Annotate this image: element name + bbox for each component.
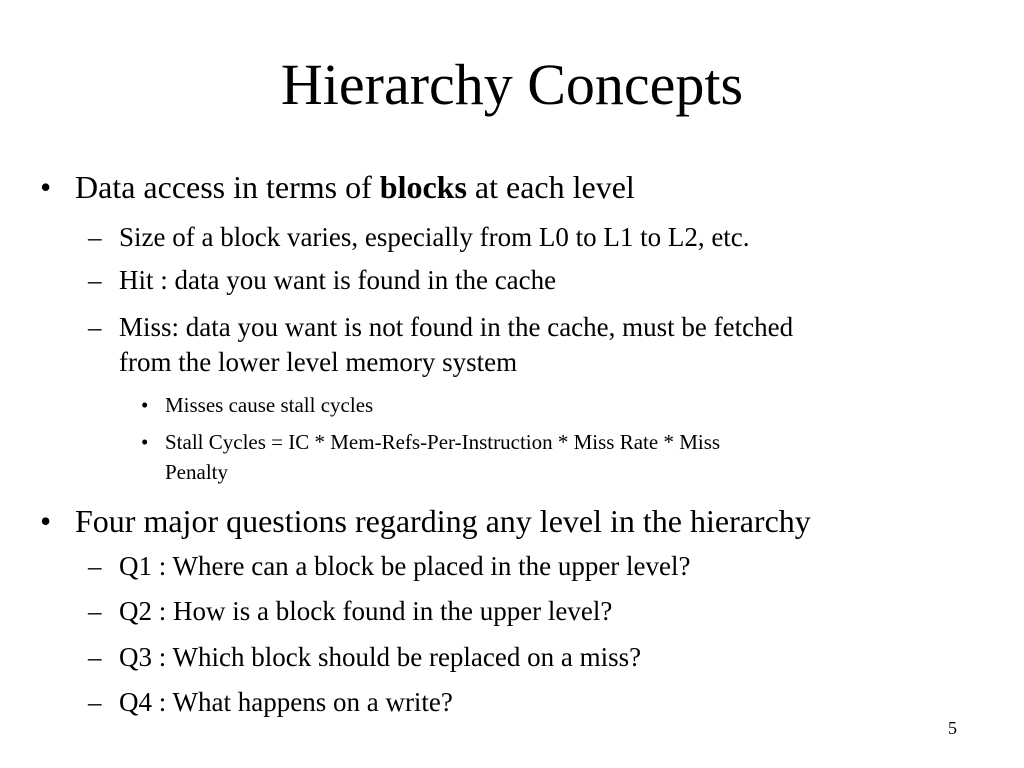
bullet-text-part: at each level [466,169,635,205]
bullet-marker: • [40,503,52,539]
sub-bullet-text: Q4 : What happens on a write? [119,687,453,717]
dash-marker: – [88,551,102,581]
dash-marker: – [88,312,102,342]
sub-sub-bullet-text: Stall Cycles = IC * Mem-Refs-Per-Instruction * Miss Rate * Miss [165,430,721,454]
dash-marker: – [88,222,102,252]
sub-bullet-text: Q3 : Which block should be replaced on a miss? [119,642,642,672]
emphasis-blocks: blocks [379,169,467,205]
small-bullet-marker: • [141,393,149,417]
sub-bullet-text: Hit : data you want is found in the cache [119,265,557,295]
sub-bullet-text: from the lower level memory system [119,347,518,377]
dash-marker: – [88,596,102,626]
bullet-text: Four major questions regarding any level in the hierarchy [75,503,811,539]
small-bullet-marker: • [141,430,149,454]
sub-bullet-text: Miss: data you want is not found in the cache, must be fetched [119,312,794,342]
dash-marker: – [88,642,102,672]
bullet-text-part: Data access in terms of [75,169,380,205]
bullet-text [75,168,635,206]
bullet-marker: • [40,169,52,205]
sub-bullet-text: Q1 : Where can a block be placed in the upper level? [119,551,691,581]
sub-sub-bullet-text: Misses cause stall cycles [165,393,374,417]
sub-sub-bullet-text: Penalty [165,460,228,484]
dash-marker: – [88,265,102,295]
slide-title: Hierarchy Concepts [280,52,744,117]
page-number: 5 [948,718,957,738]
sub-bullet-text: Size of a block varies, especially from L0 to L1 to L2, etc. [119,222,750,252]
dash-marker: – [88,687,102,717]
sub-bullet-text: Q2 : How is a block found in the upper level? [119,596,613,626]
